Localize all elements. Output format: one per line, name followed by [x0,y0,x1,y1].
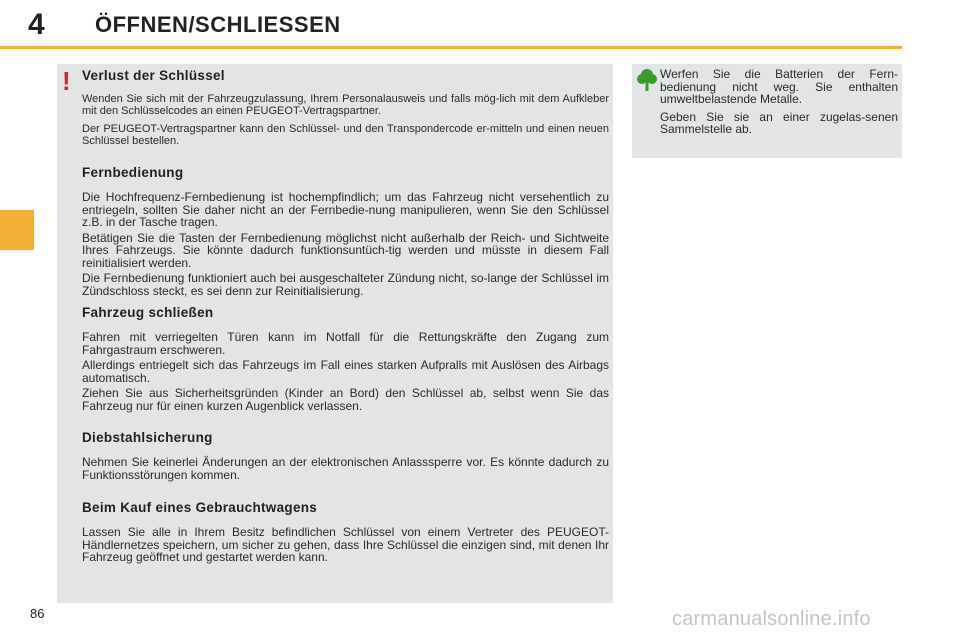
section-title: Diebstahlsicherung [82,430,213,445]
section-fahrzeug-schliessen [82,305,609,412]
warning-paragraph: Der PEUGEOT-Vertragspartner kann den Schlüssel- und den Transpondercode er-mitteln und einen neuen Schlüssel bestellen. [82,123,609,147]
section-paragraph: Die Fernbedienung funktioniert auch bei ausgeschalteter Zündung nicht, so-lange der Schlüssel im Zündschloss steckt, es sei denn zur Reinitialisierung. [82,271,609,298]
main-content [82,66,609,564]
watermark: carmanualsonline.info [672,608,871,630]
warning-paragraph: Wenden Sie sich mit der Fahrzeugzulassung, Ihrem Personalausweis und falls mög-lich mit dem Aufkleber mit den Schlüsselcodes an einen PEUGEOT-Vertragspartner. [82,93,609,117]
warning-title: Verlust der Schlüssel [82,68,225,83]
section-paragraph: Nehmen Sie keinerlei Änderungen an der elektronischen Anlasssperre vor. Es könnte dadurch zu Funktionsstörungen kommen. [82,455,609,482]
section-diebstahlsicherung [82,430,609,481]
chapter-title: ÖFFNEN/SCHLIESSEN [95,12,341,37]
chapter-number: 4 [28,8,45,41]
section-title: Fernbedienung [82,165,184,180]
page-number: 86 [30,606,45,621]
section-paragraph: Ziehen Sie aus Sicherheitsgründen (Kinder an Bord) den Schlüssel ab, selbst wenn Sie das Fahrzeug nur für einen kurzen Augenblick verlassen. [82,386,609,413]
section-title: Fahrzeug schließen [82,305,214,320]
section-fernbedienung [82,165,609,297]
chapter-side-tab [0,210,34,250]
warning-block [82,68,609,147]
tree-icon [637,68,657,97]
section-paragraph: Betätigen Sie die Tasten der Fernbedienung möglichst nicht außerhalb der Reich- und Sichtweite Ihres Fahrzeugs. Sie könnte dadurch funktionsuntüch-tig werden und müsste in diesem Fall reinitialisiert werden. [82,230,609,270]
section-paragraph: Die Hochfrequenz-Fernbedienung ist hochempfindlich; um das Fahrzeug nicht versehentlich zu entriegeln, sollten Sie daher nicht an der Fernbedie-nung manipulieren, wenn Sie den Schlüssel z.B. in der Tasche tragen. [82,190,609,229]
section-paragraph: Lassen Sie alle in Ihrem Besitz befindlichen Schlüssel von einem Vertreter des PEUGEOT-Händlernetzes speichern, um sicher zu gehen, dass Ihre Schlüssel die einzigen sind, mit denen Ihr Fahrzeug geöffnet und gestartet werden kann. [82,525,609,564]
eco-paragraph: Geben Sie sie an einer zugelas-senen Sammelstelle ab. [660,109,898,136]
section-paragraph: Allerdings entriegelt sich das Fahrzeugs im Fall eines starken Aufpralls mit Auslösen des Airbags automatisch. [82,358,609,385]
exclamation-icon: ! [62,66,71,96]
eco-note [660,68,898,136]
eco-paragraph: Werfen Sie die Batterien der Fern-bedienung nicht weg. Sie enthalten umweltbelastende Metalle. [660,67,898,106]
section-paragraph: Fahren mit verriegelten Türen kann im Notfall für die Rettungskräfte den Zugang zum Fahrgastraum erschweren. [82,330,609,357]
section-gebrauchtwagen [82,500,609,564]
section-title: Beim Kauf eines Gebrauchtwagens [82,500,318,515]
header-rule [0,46,902,49]
